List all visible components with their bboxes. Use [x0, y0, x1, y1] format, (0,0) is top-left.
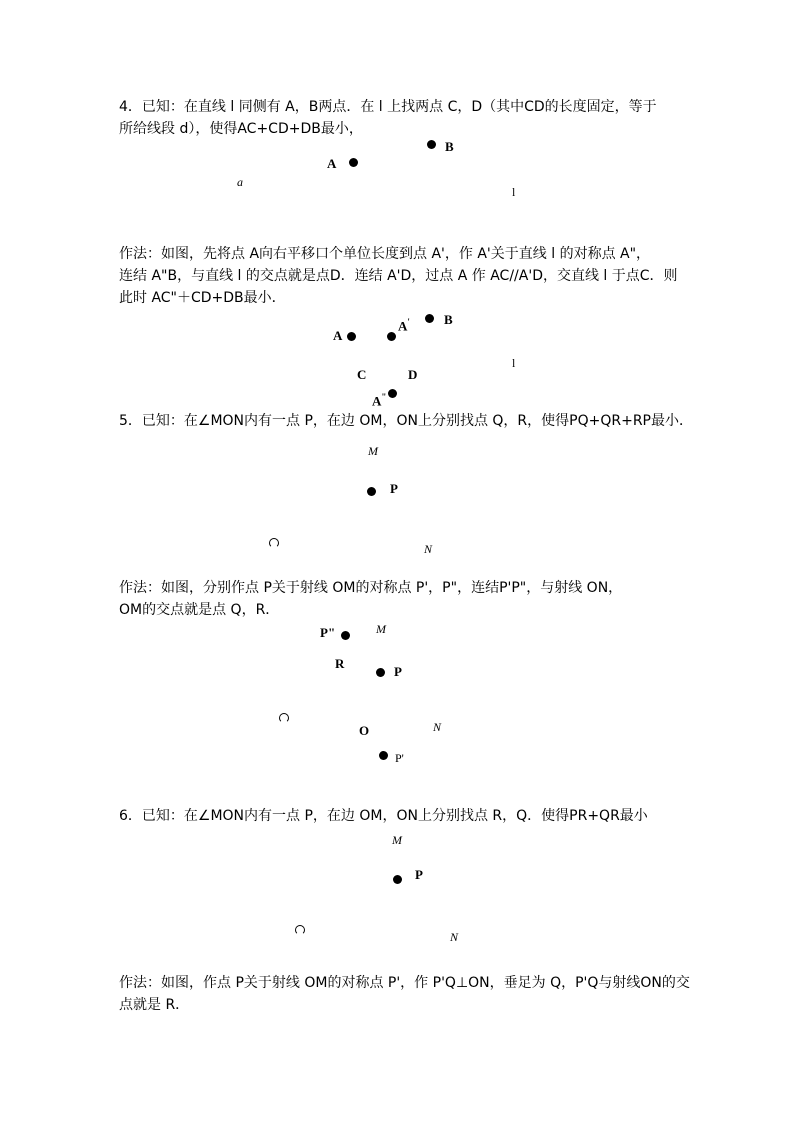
line-l-label: l [512, 356, 516, 370]
point-m-label: M [392, 833, 402, 847]
point-a-label: A [333, 328, 343, 343]
segment-a-label: a [237, 175, 243, 189]
point-d-label: D [408, 367, 418, 382]
point-p-label: P [394, 664, 402, 679]
point-b-dot [427, 140, 436, 149]
point-m-label: M [368, 444, 378, 458]
vertex-o-marker [269, 538, 279, 548]
point-n-label: N [433, 720, 442, 734]
point-p-label: P [415, 867, 423, 882]
point-a-prime-label: A' [398, 317, 410, 334]
problem4-method-line3: 此时 AC"＋CD+DB最小． [119, 290, 286, 306]
point-a-prime-dot [387, 332, 396, 341]
point-p-double-prime-label: P" [320, 625, 336, 640]
point-o-label: O [359, 723, 370, 738]
problem4-statement-line1: 4．已知：在直线 l 同侧有 A，B两点．在 l 上找两点 C，D（其中CD的长度固定，等于 [119, 99, 657, 115]
point-p-double-prime-dot [341, 631, 350, 640]
point-a-dot [349, 158, 358, 167]
point-p-prime-dot [379, 751, 388, 760]
point-c-label: C [357, 367, 367, 382]
problem5-method-line2: OM的交点就是点 Q，R． [119, 602, 280, 618]
point-a-double-prime-dot [388, 389, 397, 398]
problem6-method-line1: 作法：如图，作点 P关于射线 OM的对称点 P'，作 P'Q⊥ON，垂足为 Q，P'Q与射线ON的交 [119, 975, 690, 991]
problem4-statement-line2: 所给线段 d），使得AC+CD+DB最小， [119, 121, 363, 137]
point-a-label: A [327, 156, 337, 171]
point-a-double-prime-label: A" [372, 392, 387, 409]
point-n-label: N [424, 542, 433, 556]
point-p-label: P [390, 481, 398, 496]
problem4-method-line2: 连结 A"B，与直线 l 的交点就是点D．连结 A'D，过点 A 作 AC//A'D，交直线 l 于点C．则 [119, 268, 678, 284]
point-p-dot [367, 487, 376, 496]
problem5-statement-line1: 5．已知：在∠MON内有一点 P，在边 OM，ON上分别找点 Q，R，使得PQ+QR+RP最小． [119, 413, 693, 429]
vertex-o-marker [295, 925, 305, 935]
problem4-method-line1: 作法：如图，先将点 A向右平移口个单位长度到点 A'，作 A'关于直线 l 的对称点 A"， [119, 246, 651, 262]
problem6-method-line2: 点就是 R． [119, 997, 190, 1013]
vertex-o-marker [279, 713, 289, 723]
point-p-prime-label: P' [395, 751, 404, 765]
point-b-label: B [445, 139, 454, 154]
point-p-dot [376, 668, 385, 677]
point-b-dot [425, 314, 434, 323]
problem6-statement-line1: 6．已知：在∠MON内有一点 P，在边 OM，ON上分别找点 R，Q．使得PR+QR最小 [119, 808, 648, 824]
point-r-label: R [335, 656, 345, 671]
point-m-label: M [376, 622, 386, 636]
point-b-label: B [444, 312, 453, 327]
point-p-dot [393, 875, 402, 884]
line-l-label: l [512, 185, 516, 199]
point-a-dot [347, 332, 356, 341]
problem5-method-line1: 作法：如图，分别作点 P关于射线 OM的对称点 P'，P"，连结P'P"，与射线 ON， [119, 580, 623, 596]
point-n-label: N [450, 930, 459, 944]
